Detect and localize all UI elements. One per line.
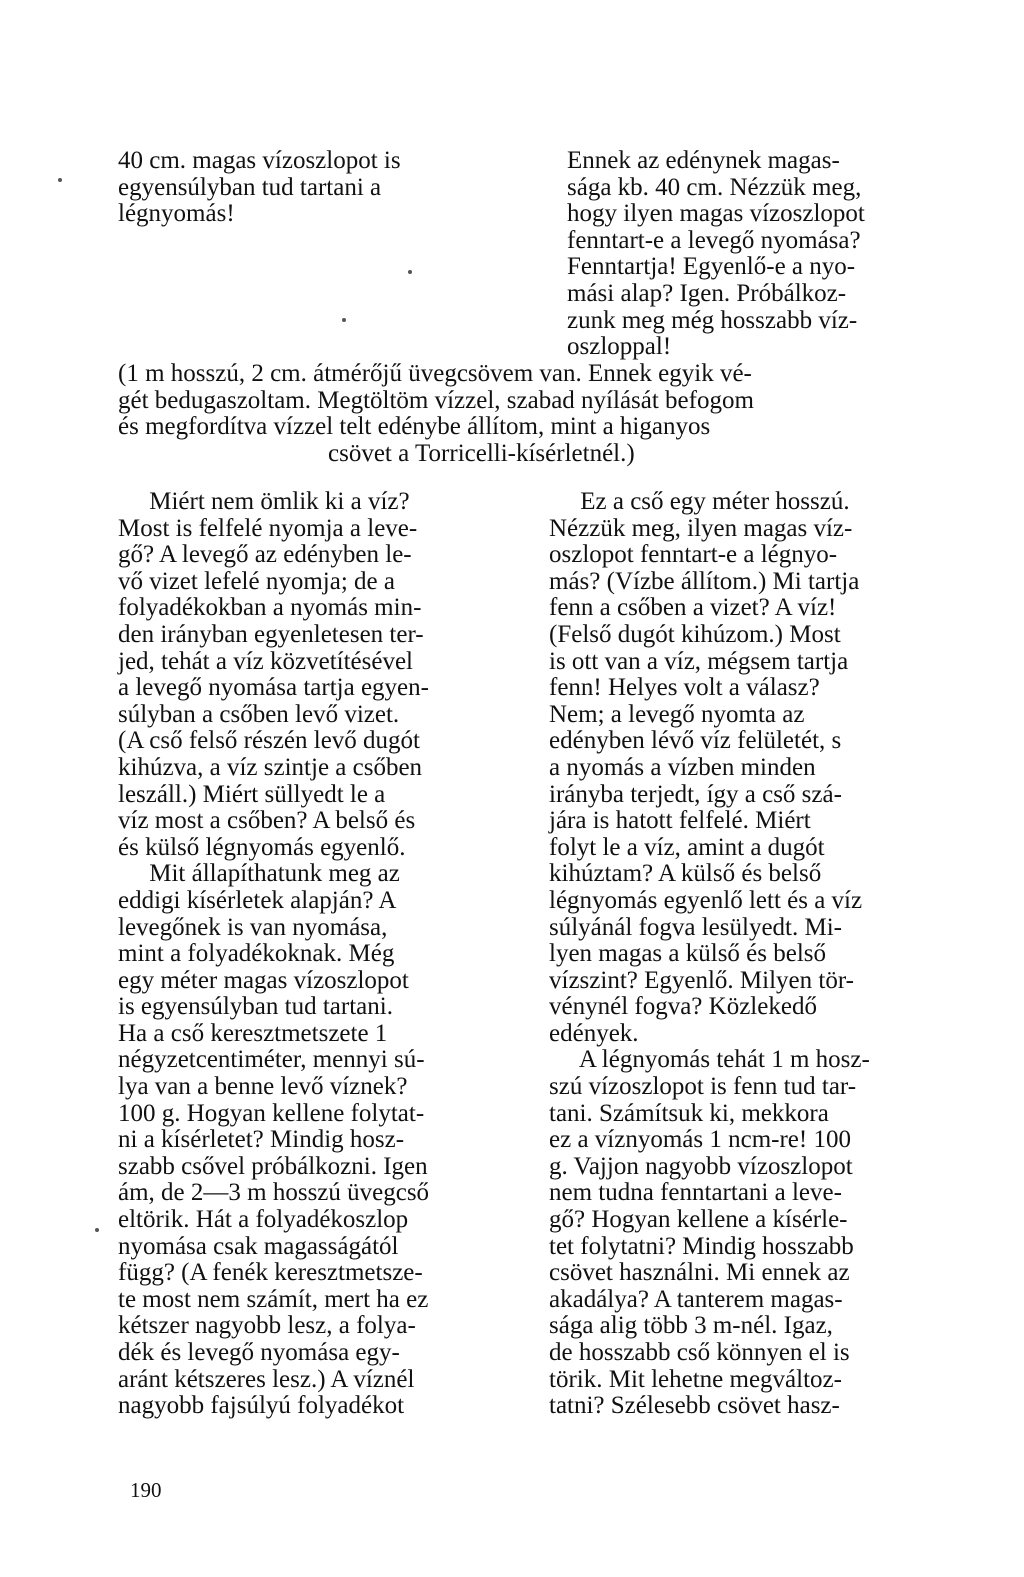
top-right-text — [567, 148, 865, 361]
left-column-text-line: kétszer nagyobb lesz, a folya- — [118, 1312, 416, 1340]
left-column-text-line: aránt kétszeres lesz.) A víznél — [118, 1365, 415, 1393]
left-column-text-line: eltörik. Hát a folyadékoszlop — [118, 1206, 409, 1234]
left-column-text-line: ni a kísérletet? Mindig hosz- — [118, 1126, 405, 1154]
right-column-text-line: folyt le a víz, amint a dugót — [549, 833, 825, 861]
left-column-text-line: súlyban a csőben levő vizet. — [118, 700, 400, 728]
right-column-text-line: jára is hatott felfelé. Miért — [549, 807, 811, 835]
right-column-text-line: de hosszabb cső könnyen el is — [549, 1339, 850, 1366]
experiment-note-line: és megfordítva vízzel telt edénybe állítom, mint a higanyos — [118, 413, 711, 441]
right-column-text-line: fenn a csőben a vizet? A víz! — [549, 594, 837, 622]
right-column-text — [549, 489, 870, 1420]
left-column-text-line: lya van a benne levő víznek? — [118, 1073, 408, 1101]
left-column-text-line: gő? A levegő az edényben le- — [118, 541, 412, 569]
top-left-text-line: 40 cm. magas vízoszlopot is — [118, 147, 401, 174]
experiment-note-line: gét bedugaszoltam. Megtöltöm vízzel, szabad nyílását befogom — [118, 386, 754, 414]
right-column-text-line: légnyomás egyenlő lett és a víz — [549, 886, 863, 914]
right-column-text-line: tatni? Szélesebb csövet hasz- — [549, 1392, 840, 1420]
left-column-text-line: dék és levegő nyomása egy- — [118, 1339, 400, 1366]
page-number: 190 — [130, 1478, 162, 1502]
left-column-text-line: eddigi kísérletek alapján? A — [118, 886, 397, 914]
experiment-note — [118, 361, 754, 467]
left-column-text-line: nyomása csak magasságától — [118, 1232, 399, 1260]
left-column-text-line: te most nem számít, mert ha ez — [118, 1285, 429, 1313]
left-column-text-line: kihúzva, a víz szintje a csőben — [118, 753, 423, 781]
left-column-text-line: egy méter magas vízoszlopot — [118, 966, 409, 994]
right-column-text-line: oszlopot fenntart-e a légnyo- — [549, 541, 838, 569]
right-column-text-line: ez a víznyomás 1 ncm-re! 100 — [549, 1126, 851, 1154]
right-column-text-line: vízszint? Egyenlő. Milyen tör- — [549, 966, 854, 994]
top-left-text — [118, 148, 401, 228]
experiment-note-line: (1 m hosszú, 2 cm. átmérőjű üvegcsövem van. Ennek egyik vé- — [118, 360, 752, 387]
right-column-text-line: szú vízoszlopot is fenn tud tar- — [549, 1073, 857, 1101]
right-column-text-line: más? (Vízbe állítom.) Mi tartja — [549, 567, 860, 595]
right-column-text-line: edényben lévő víz felületét, s — [549, 727, 842, 755]
margin-speck — [58, 178, 62, 182]
right-column-text-line: nem tudna fenntartani a leve- — [549, 1179, 842, 1207]
right-column-text-line: törik. Mit lehetne megváltoz- — [549, 1365, 842, 1393]
left-column-text-line: levegőnek is van nyomása, — [118, 913, 388, 941]
right-column-text-line: csövet használni. Mi ennek az — [549, 1259, 850, 1287]
left-column-text-line: függ? (A fenék keresztmetsze- — [118, 1259, 423, 1287]
left-column-text-line: den irányban egyenletesen ter- — [118, 620, 424, 648]
right-column-text-line: edények. — [549, 1019, 639, 1047]
margin-speck — [342, 318, 346, 322]
right-column-text-line: Nem; a levegő nyomta az — [549, 700, 805, 728]
margin-speck — [95, 1228, 99, 1232]
top-right-text-line: zunk meg még hosszabb víz- — [567, 306, 858, 334]
right-column-text-line: irányba terjedt, így a cső szá- — [549, 780, 842, 808]
right-column-text-line: a nyomás a vízben minden — [549, 753, 816, 781]
top-left-text-line: légnyomás! — [118, 200, 235, 228]
right-column-text-line: is ott van a víz, mégsem tartja — [549, 647, 849, 675]
left-column-text-line: és külső légnyomás egyenlő. — [118, 833, 406, 861]
left-column-text-line: a levegő nyomása tartja egyen- — [118, 674, 429, 702]
left-column-text-line: jed, tehát a víz közvetítésével — [118, 647, 414, 675]
top-right-text-line: sága kb. 40 cm. Nézzük meg, — [567, 173, 862, 201]
experiment-note-line: csövet a Torricelli-kísérletnél.) — [328, 439, 635, 467]
top-right-text-line: fenntart-e a levegő nyomása? — [567, 226, 861, 254]
right-column-text-line: tani. Számítsuk ki, mekkora — [549, 1099, 829, 1127]
left-column-text — [118, 489, 429, 1420]
left-column-text-line: is egyensúlyban tud tartani. — [118, 993, 393, 1021]
left-column-text-line: Most is felfelé nyomja a leve- — [118, 514, 418, 542]
left-column-text-line: leszáll.) Miért süllyedt le a — [118, 780, 386, 808]
right-column-text-line: kihúztam? A külső és belső — [549, 860, 822, 888]
left-column-text-line: Ha a cső keresztmetszete 1 — [118, 1019, 388, 1047]
left-column-text-line: négyzetcentiméter, mennyi sú- — [118, 1046, 425, 1074]
left-column-text-line: ám, de 2—3 m hosszú üvegcső — [118, 1179, 430, 1207]
right-column-text-line: akadálya? A tanterem magas- — [549, 1285, 843, 1313]
margin-speck — [408, 270, 412, 274]
left-column-text-line: nagyobb fajsúlyú folyadékot — [118, 1392, 405, 1420]
left-column-text-line: Miért nem ömlik ki a víz? — [118, 488, 410, 515]
top-right-text-line: Ennek az edénynek magas- — [567, 147, 840, 174]
left-column-text-line: (A cső felső részén levő dugót — [118, 727, 421, 755]
right-column-text-line: A légnyomás tehát 1 m hosz- — [549, 1046, 870, 1074]
left-column-text-line: szabb csővel próbálkozni. Igen — [118, 1152, 428, 1180]
top-right-text-line: mási alap? Igen. Próbálkoz- — [567, 279, 847, 307]
right-column-text-line: g. Vajjon nagyobb vízoszlopot — [549, 1152, 853, 1180]
left-column-text-line: folyadékokban a nyomás min- — [118, 594, 422, 622]
right-column-text-line: (Felső dugót kihúzom.) Most — [549, 620, 841, 648]
right-column-text-line: Ez a cső egy méter hosszú. — [549, 488, 850, 515]
right-column-text-line: gő? Hogyan kellene a kísérle- — [549, 1206, 848, 1234]
right-column-text-line: Nézzük meg, ilyen magas víz- — [549, 514, 853, 542]
right-column-text-line: tet folytatni? Mindig hosszabb — [549, 1232, 854, 1260]
left-column-text-line: Mit állapíthatunk meg az — [118, 860, 400, 888]
right-column-text-line: sága alig több 3 m-nél. Igaz, — [549, 1312, 833, 1340]
right-column-text-line: fenn! Helyes volt a válasz? — [549, 674, 820, 702]
left-column-text-line: vő vizet lefelé nyomja; de a — [118, 567, 395, 595]
top-right-text-line: oszloppal! — [567, 333, 672, 361]
left-column-text-line: mint a folyadékoknak. Még — [118, 940, 395, 968]
right-column-text-line: súlyánál fogva lesülyedt. Mi- — [549, 913, 842, 941]
left-column-text-line: 100 g. Hogyan kellene folytat- — [118, 1099, 425, 1127]
top-right-text-line: Fenntartja! Egyenlő-e a nyo- — [567, 253, 856, 281]
right-column-text-line: vénynél fogva? Közlekedő — [549, 993, 817, 1021]
left-column-text-line: víz most a csőben? A belső és — [118, 807, 416, 835]
top-right-text-line: hogy ilyen magas vízoszlopot — [567, 200, 865, 228]
top-left-text-line: egyensúlyban tud tartani a — [118, 173, 382, 201]
right-column-text-line: lyen magas a külső és belső — [549, 940, 827, 968]
